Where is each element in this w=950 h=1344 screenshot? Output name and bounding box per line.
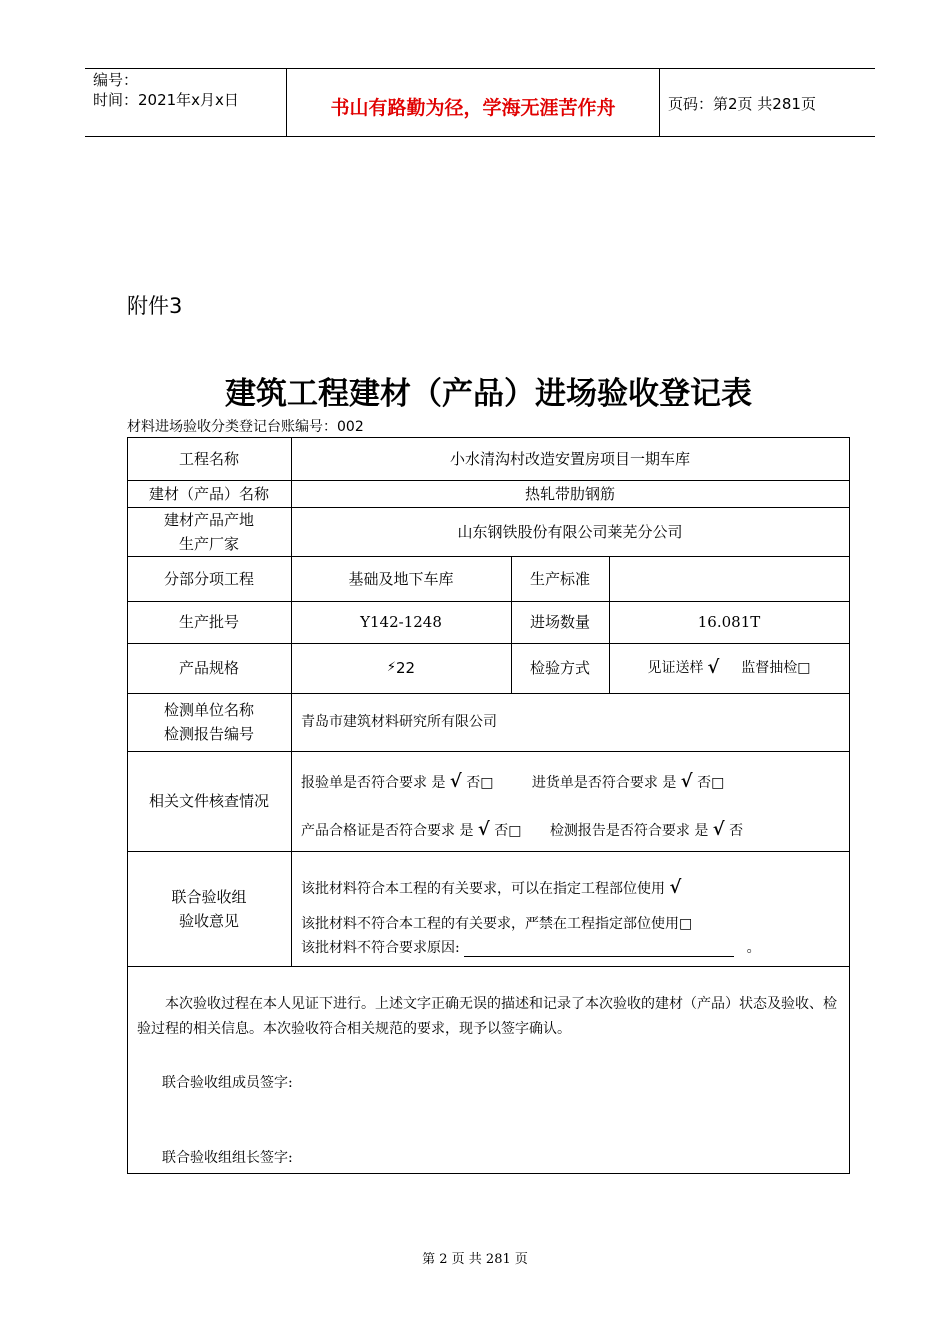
project-name-value: 小水清沟村改造安置房项目一期车库	[449, 449, 690, 468]
origin-label-line2: 生产厂家	[178, 534, 239, 553]
supervision-sampling-option: 监督抽检□	[741, 660, 811, 676]
project-name-label: 工程名称	[178, 449, 239, 468]
check-mark-icon: √	[712, 819, 725, 840]
lab-name-value: 青岛市建筑材料研究所有限公司	[301, 714, 497, 730]
spec-label: 产品规格	[178, 659, 239, 677]
witness-sampling-option: 见证送样	[647, 660, 704, 676]
delivery-note-question: 进货单是否符合要求 是	[531, 775, 677, 791]
grid-line	[127, 1173, 850, 1174]
header-page-info: 页码：第2页 共281页	[668, 95, 816, 113]
inspection-method-label: 检验方式	[529, 659, 590, 677]
grid-line	[849, 437, 850, 1174]
leader-signature-label: 联合验收组组长签字:	[162, 1150, 293, 1166]
quantity-value: 16.081T	[697, 613, 761, 631]
test-report-question: 检测报告是否符合要求 是	[549, 823, 709, 839]
check-mark-icon: √	[449, 771, 462, 792]
material-name-value: 热轧带肋钢筋	[524, 484, 615, 503]
docs-check-line-1	[301, 771, 724, 792]
page-title: 建筑工程建材（产品）进场验收登记表	[225, 376, 752, 412]
standard-value	[609, 556, 849, 601]
quantity-label: 进场数量	[529, 613, 590, 631]
batch-label: 生产批号	[178, 613, 239, 631]
header-number-label: 编号：	[93, 71, 139, 89]
reason-blank-line	[464, 942, 734, 957]
opinion-line-3	[301, 937, 761, 957]
origin-label	[127, 507, 291, 556]
test-report-no-box: 否	[729, 823, 744, 839]
header-divider-2	[659, 68, 660, 136]
delivery-note-no-box: 否□	[697, 775, 725, 791]
standard-label: 生产标准	[529, 569, 590, 588]
lab-label-line1: 检测单位名称	[163, 701, 254, 719]
lab-label-line2: 检测报告编号	[163, 725, 254, 743]
material-name-label: 建材（产品）名称	[148, 484, 269, 503]
check-mark-icon: √	[669, 877, 682, 898]
header-motto: 书山有路勤为径，学海无涯苦作舟	[330, 97, 616, 119]
opinion-line-2: 该批材料不符合本工程的有关要求，严禁在工程指定部位使用□	[301, 916, 693, 932]
opinion-reason-end: 。	[746, 940, 761, 956]
acceptance-form	[127, 437, 850, 1174]
docs-label: 相关文件核查情况	[148, 792, 269, 810]
lab-label	[127, 693, 291, 751]
certificate-question: 产品合格证是否符合要求 是	[301, 823, 474, 839]
opinion-label-line1: 联合验收组	[171, 887, 247, 906]
opinion-label	[127, 851, 291, 966]
inspection-form-no-box: 否□	[466, 775, 494, 791]
check-mark-icon: √	[680, 771, 693, 792]
spec-value	[291, 643, 511, 693]
opinion-label-line2: 验收意见	[178, 911, 239, 930]
grid-line	[127, 966, 850, 967]
origin-label-line1: 建材产品产地	[163, 510, 254, 529]
manufacturer-value: 山东钢铁股份有限公司莱芜分公司	[457, 522, 683, 541]
page-footer: 第 2 页 共 281 页	[422, 1252, 528, 1267]
inspection-form-question: 报验单是否符合要求 是	[301, 775, 446, 791]
statement-text: 本次验收过程在本人见证下进行。上述文字正确无误的描述和记录了本次验收的建材（产品）状态及验收、检验过程的相关信息。本次验收符合相关规范的要求，现予以签字确认。	[137, 996, 837, 1037]
opinion-reason-label: 该批材料不符合要求原因:	[301, 940, 460, 956]
header-time-label: 时间：2021年x月x日	[93, 91, 239, 109]
header-bottom-rule	[85, 136, 875, 137]
certificate-no-box: 否□	[494, 823, 522, 839]
check-mark-icon: √	[477, 819, 490, 840]
opinion-line-1	[301, 877, 681, 898]
sub-project-value: 基础及地下车库	[348, 569, 454, 588]
spec-diameter: 22	[396, 659, 416, 677]
rebar-grade-icon: ⚡	[386, 660, 397, 675]
header-top-rule	[85, 68, 875, 69]
ledger-number: 材料进场验收分类登记台账编号：002	[127, 419, 364, 435]
members-signature-label: 联合验收组成员签字:	[162, 1075, 293, 1091]
inspection-method-value	[609, 643, 849, 693]
docs-check-line-2	[301, 819, 743, 840]
attachment-label: 附件3	[127, 294, 183, 318]
opinion-accept-text: 该批材料符合本工程的有关要求，可以在指定工程部位使用	[301, 881, 665, 897]
batch-value: Y142-1248	[360, 613, 442, 631]
check-mark-icon: √	[707, 657, 720, 678]
sub-project-label: 分部分项工程	[163, 569, 254, 588]
